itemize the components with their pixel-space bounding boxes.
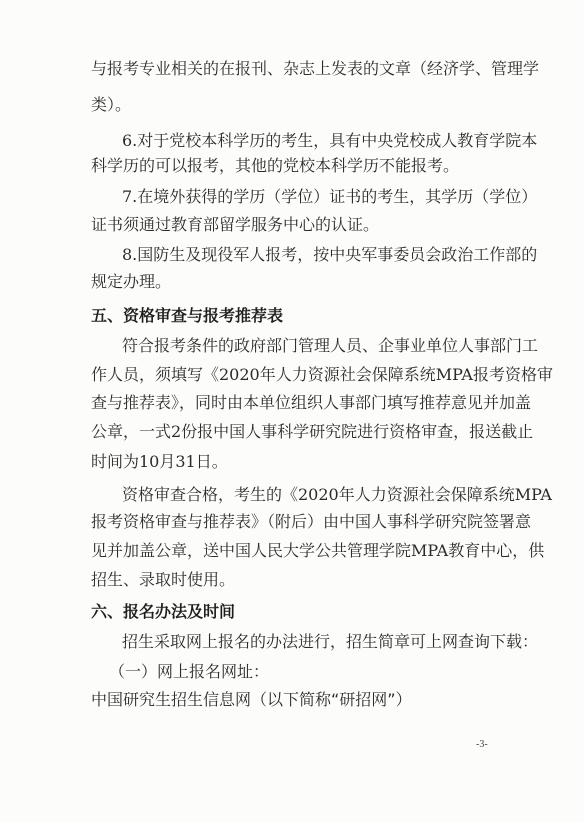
paragraph-line: 招生、录取时使用。 (91, 570, 236, 589)
paragraph-line: 规定办理。 (91, 272, 172, 291)
paragraph-line: 查与推荐表》，同时由本单位组织人事部门填写推荐意见并加盖 (91, 393, 532, 412)
section-heading: 五、资格审查与报考推荐表 (91, 306, 284, 325)
paragraph-line: 招生采取网上报名的办法进行，招生简章可上网查询下载： (122, 632, 539, 651)
paragraph-line: 作人员，须填写《2020年人力资源社会保障系统MPA报考资格审 (91, 365, 553, 384)
paragraph-line: 6.对于党校本科学历的考生，具有中央党校成人教育学院本 (122, 131, 538, 150)
paragraph-line: 资格审查合格，考生的《2020年人力资源社会保障系统MPA (122, 485, 552, 504)
paragraph-line: 报考资格审查与推荐表》（附后）由中国人事科学研究院签署意 (91, 512, 532, 531)
paragraph-line: 公章，一式2份报中国人事科学研究院进行资格审查，报送截止 (91, 422, 534, 441)
paragraph-line: 科学历的可以报考，其他的党校本科学历不能报考。 (91, 156, 460, 175)
paragraph-line: 符合报考条件的政府部门管理人员、企事业单位人事部门工 (122, 336, 539, 355)
section-heading: 六、报名办法及时间 (91, 602, 236, 621)
paragraph-line: 类）。 (91, 95, 132, 114)
paragraph-line: 与报考专业相关的在报刊、杂志上发表的文章（经济学、管理学 (91, 59, 540, 78)
page-number: -3- (476, 739, 488, 750)
paragraph-line: 时间为10月31日。 (91, 452, 228, 471)
paragraph-line: 见并加盖公章，送中国人民大学公共管理学院MPA教育中心，供 (91, 541, 545, 560)
paragraph-line: 8.国防生及现役军人报考，按中央军事委员会政治工作部的 (122, 245, 538, 264)
paragraph-line: 证书须通过教育部留学服务中心的认证。 (91, 215, 380, 234)
subsection-heading: （一）网上报名网址： (109, 662, 270, 681)
paragraph-line: 7.在境外获得的学历（学位）证书的考生，其学历（学位） (122, 187, 538, 206)
paragraph-line: 中国研究生招生信息网（以下简称“研招网”） (91, 690, 412, 709)
